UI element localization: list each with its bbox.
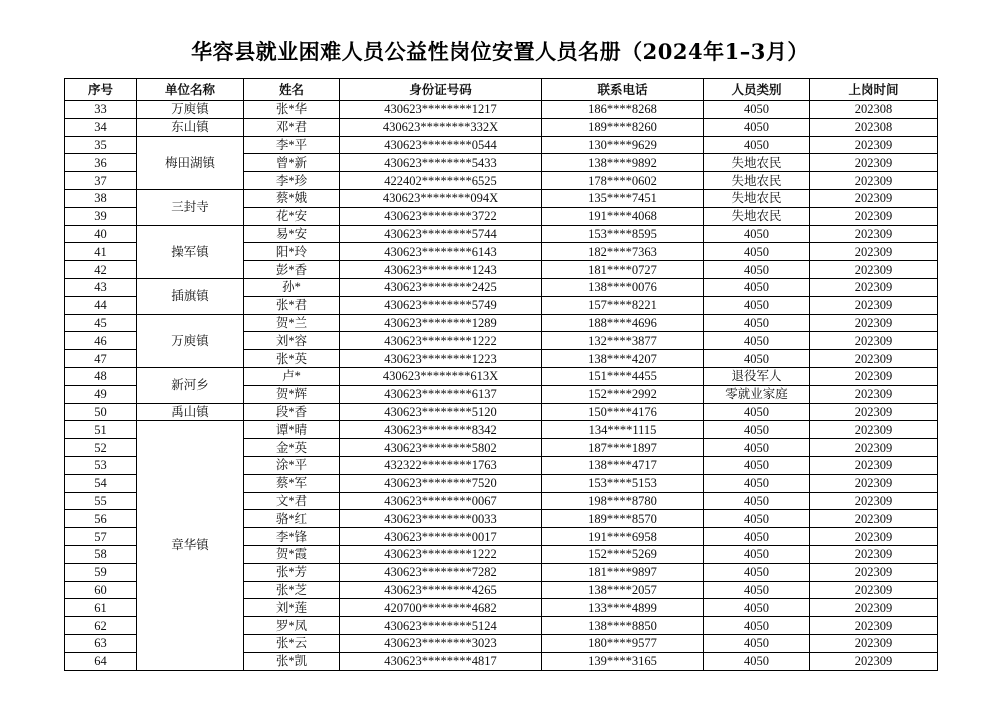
cell-name: 张*华 [244, 101, 340, 119]
cell-index: 39 [65, 207, 137, 225]
cell-category: 失地农民 [704, 154, 810, 172]
cell-unit: 禹山镇 [137, 403, 244, 421]
cell-start-date: 202309 [810, 403, 938, 421]
cell-name: 李*平 [244, 136, 340, 154]
cell-id-number: 430623********7520 [340, 474, 542, 492]
cell-name: 张*芝 [244, 581, 340, 599]
cell-category: 4050 [704, 474, 810, 492]
cell-start-date: 202309 [810, 154, 938, 172]
cell-index: 52 [65, 439, 137, 457]
cell-index: 61 [65, 599, 137, 617]
cell-index: 50 [65, 403, 137, 421]
cell-start-date: 202309 [810, 207, 938, 225]
cell-name: 邓*君 [244, 118, 340, 136]
cell-name: 谭*晴 [244, 421, 340, 439]
cell-category: 4050 [704, 652, 810, 670]
cell-phone: 138****2057 [542, 581, 704, 599]
cell-name: 张*芳 [244, 563, 340, 581]
cell-name: 易*安 [244, 225, 340, 243]
cell-index: 33 [65, 101, 137, 119]
cell-unit: 万庾镇 [137, 314, 244, 367]
cell-id-number: 430623********5802 [340, 439, 542, 457]
header-category: 人员类别 [704, 79, 810, 101]
cell-name: 卢* [244, 367, 340, 385]
cell-category: 4050 [704, 510, 810, 528]
cell-category: 零就业家庭 [704, 385, 810, 403]
cell-index: 64 [65, 652, 137, 670]
cell-phone: 189****8260 [542, 118, 704, 136]
cell-phone: 132****3877 [542, 332, 704, 350]
cell-phone: 151****4455 [542, 367, 704, 385]
cell-id-number: 430623********0017 [340, 528, 542, 546]
cell-name: 文*君 [244, 492, 340, 510]
cell-id-number: 430623********1243 [340, 261, 542, 279]
cell-category: 4050 [704, 545, 810, 563]
cell-name: 曾*新 [244, 154, 340, 172]
cell-index: 62 [65, 617, 137, 635]
cell-phone: 150****4176 [542, 403, 704, 421]
cell-start-date: 202309 [810, 492, 938, 510]
cell-name: 段*香 [244, 403, 340, 421]
cell-index: 54 [65, 474, 137, 492]
cell-index: 60 [65, 581, 137, 599]
cell-name: 张*君 [244, 296, 340, 314]
cell-unit: 三封寺 [137, 189, 244, 225]
table-row [65, 421, 938, 439]
cell-index: 44 [65, 296, 137, 314]
cell-category: 4050 [704, 421, 810, 439]
cell-name: 蔡*军 [244, 474, 340, 492]
cell-start-date: 202309 [810, 296, 938, 314]
cell-name: 彭*香 [244, 261, 340, 279]
cell-start-date: 202309 [810, 314, 938, 332]
cell-unit: 东山镇 [137, 118, 244, 136]
cell-phone: 182****7363 [542, 243, 704, 261]
cell-index: 59 [65, 563, 137, 581]
cell-id-number: 430623********5749 [340, 296, 542, 314]
cell-category: 4050 [704, 101, 810, 119]
cell-phone: 198****8780 [542, 492, 704, 510]
cell-name: 李*珍 [244, 172, 340, 190]
cell-category: 4050 [704, 118, 810, 136]
table-header-row [65, 79, 938, 101]
cell-index: 55 [65, 492, 137, 510]
cell-start-date: 202309 [810, 278, 938, 296]
header-phone: 联系电话 [542, 79, 704, 101]
document-title: 华容县就业困难人员公益性岗位安置人员名册（2024年1–3月） [191, 39, 809, 64]
cell-category: 4050 [704, 528, 810, 546]
cell-index: 35 [65, 136, 137, 154]
cell-phone: 138****9892 [542, 154, 704, 172]
cell-name: 贺*霞 [244, 545, 340, 563]
cell-category: 4050 [704, 617, 810, 635]
cell-phone: 134****1115 [542, 421, 704, 439]
cell-category: 4050 [704, 350, 810, 368]
cell-phone: 133****4899 [542, 599, 704, 617]
cell-index: 47 [65, 350, 137, 368]
table-row [65, 101, 938, 119]
cell-category: 退役军人 [704, 367, 810, 385]
cell-category: 失地农民 [704, 172, 810, 190]
cell-phone: 189****8570 [542, 510, 704, 528]
cell-name: 张*英 [244, 350, 340, 368]
table-row [65, 189, 938, 207]
header-name: 姓名 [244, 79, 340, 101]
cell-start-date: 202309 [810, 510, 938, 528]
cell-id-number: 430623********4265 [340, 581, 542, 599]
cell-index: 48 [65, 367, 137, 385]
cell-id-number: 430623********7282 [340, 563, 542, 581]
cell-phone: 130****9629 [542, 136, 704, 154]
cell-index: 36 [65, 154, 137, 172]
cell-phone: 152****2992 [542, 385, 704, 403]
cell-category: 4050 [704, 278, 810, 296]
roster-table [64, 78, 938, 671]
cell-id-number: 430623********5433 [340, 154, 542, 172]
table-body [65, 101, 938, 671]
cell-unit: 万庾镇 [137, 101, 244, 119]
cell-index: 34 [65, 118, 137, 136]
cell-id-number: 420700********4682 [340, 599, 542, 617]
cell-start-date: 202309 [810, 617, 938, 635]
cell-category: 4050 [704, 332, 810, 350]
cell-id-number: 430623********5124 [340, 617, 542, 635]
cell-start-date: 202309 [810, 385, 938, 403]
cell-id-number: 430623********1289 [340, 314, 542, 332]
table-row [65, 403, 938, 421]
cell-index: 40 [65, 225, 137, 243]
cell-id-number: 430623********1217 [340, 101, 542, 119]
cell-index: 57 [65, 528, 137, 546]
cell-id-number: 430623********3722 [340, 207, 542, 225]
cell-start-date: 202309 [810, 563, 938, 581]
cell-id-number: 430623********4817 [340, 652, 542, 670]
cell-id-number: 430623********1222 [340, 332, 542, 350]
cell-category: 4050 [704, 225, 810, 243]
cell-unit: 操军镇 [137, 225, 244, 278]
cell-start-date: 202309 [810, 225, 938, 243]
cell-start-date: 202309 [810, 189, 938, 207]
cell-name: 花*安 [244, 207, 340, 225]
cell-start-date: 202309 [810, 136, 938, 154]
cell-start-date: 202309 [810, 261, 938, 279]
cell-name: 贺*辉 [244, 385, 340, 403]
cell-index: 46 [65, 332, 137, 350]
cell-start-date: 202309 [810, 367, 938, 385]
header-id-number: 身份证号码 [340, 79, 542, 101]
cell-id-number: 430623********6143 [340, 243, 542, 261]
cell-start-date: 202309 [810, 545, 938, 563]
cell-index: 37 [65, 172, 137, 190]
cell-id-number: 422402********6525 [340, 172, 542, 190]
cell-category: 4050 [704, 492, 810, 510]
cell-name: 骆*红 [244, 510, 340, 528]
table-row [65, 225, 938, 243]
cell-category: 4050 [704, 581, 810, 599]
cell-phone: 139****3165 [542, 652, 704, 670]
cell-phone: 138****4207 [542, 350, 704, 368]
cell-id-number: 430623********1223 [340, 350, 542, 368]
cell-name: 张*云 [244, 634, 340, 652]
cell-phone: 188****4696 [542, 314, 704, 332]
cell-name: 张*凯 [244, 652, 340, 670]
cell-start-date: 202308 [810, 101, 938, 119]
cell-phone: 153****8595 [542, 225, 704, 243]
cell-phone: 180****9577 [542, 634, 704, 652]
cell-start-date: 202309 [810, 421, 938, 439]
cell-start-date: 202309 [810, 243, 938, 261]
table-row [65, 278, 938, 296]
cell-category: 失地农民 [704, 207, 810, 225]
cell-index: 51 [65, 421, 137, 439]
header-start-date: 上岗时间 [810, 79, 938, 101]
cell-name: 刘*容 [244, 332, 340, 350]
cell-id-number: 430623********3023 [340, 634, 542, 652]
cell-index: 38 [65, 189, 137, 207]
cell-name: 蔡*娥 [244, 189, 340, 207]
header-unit: 单位名称 [137, 79, 244, 101]
cell-category: 4050 [704, 456, 810, 474]
cell-index: 43 [65, 278, 137, 296]
cell-id-number: 430623********094X [340, 189, 542, 207]
cell-start-date: 202309 [810, 332, 938, 350]
table-row [65, 367, 938, 385]
cell-category: 4050 [704, 634, 810, 652]
cell-start-date: 202309 [810, 528, 938, 546]
cell-start-date: 202309 [810, 172, 938, 190]
cell-name: 李*锋 [244, 528, 340, 546]
cell-phone: 138****8850 [542, 617, 704, 635]
cell-category: 4050 [704, 136, 810, 154]
cell-category: 4050 [704, 243, 810, 261]
cell-start-date: 202308 [810, 118, 938, 136]
cell-start-date: 202309 [810, 581, 938, 599]
cell-start-date: 202309 [810, 350, 938, 368]
cell-name: 罗*凤 [244, 617, 340, 635]
cell-id-number: 430623********332X [340, 118, 542, 136]
cell-category: 失地农民 [704, 189, 810, 207]
cell-name: 孙* [244, 278, 340, 296]
cell-id-number: 430623********1222 [340, 545, 542, 563]
cell-unit: 梅田湖镇 [137, 136, 244, 189]
cell-phone: 135****7451 [542, 189, 704, 207]
cell-category: 4050 [704, 599, 810, 617]
cell-name: 阳*玲 [244, 243, 340, 261]
cell-phone: 186****8268 [542, 101, 704, 119]
cell-phone: 181****0727 [542, 261, 704, 279]
cell-unit: 章华镇 [137, 421, 244, 670]
cell-phone: 138****0076 [542, 278, 704, 296]
table-row [65, 118, 938, 136]
cell-id-number: 430623********0067 [340, 492, 542, 510]
cell-index: 49 [65, 385, 137, 403]
cell-index: 53 [65, 456, 137, 474]
cell-index: 45 [65, 314, 137, 332]
cell-index: 63 [65, 634, 137, 652]
cell-unit: 插旗镇 [137, 278, 244, 314]
cell-name: 贺*兰 [244, 314, 340, 332]
cell-phone: 157****8221 [542, 296, 704, 314]
cell-start-date: 202309 [810, 634, 938, 652]
cell-id-number: 430623********613X [340, 367, 542, 385]
cell-phone: 191****4068 [542, 207, 704, 225]
header-index: 序号 [65, 79, 137, 101]
cell-phone: 191****6958 [542, 528, 704, 546]
cell-start-date: 202309 [810, 599, 938, 617]
cell-phone: 152****5269 [542, 545, 704, 563]
cell-category: 4050 [704, 403, 810, 421]
cell-category: 4050 [704, 563, 810, 581]
cell-id-number: 430623********8342 [340, 421, 542, 439]
cell-index: 56 [65, 510, 137, 528]
cell-start-date: 202309 [810, 652, 938, 670]
cell-start-date: 202309 [810, 439, 938, 457]
cell-id-number: 430623********5120 [340, 403, 542, 421]
cell-phone: 178****0602 [542, 172, 704, 190]
cell-phone: 138****4717 [542, 456, 704, 474]
cell-index: 41 [65, 243, 137, 261]
cell-id-number: 430623********5744 [340, 225, 542, 243]
cell-start-date: 202309 [810, 474, 938, 492]
cell-phone: 153****5153 [542, 474, 704, 492]
cell-index: 42 [65, 261, 137, 279]
cell-category: 4050 [704, 314, 810, 332]
cell-phone: 181****9897 [542, 563, 704, 581]
cell-id-number: 430623********0033 [340, 510, 542, 528]
cell-id-number: 432322********1763 [340, 456, 542, 474]
cell-name: 刘*莲 [244, 599, 340, 617]
cell-category: 4050 [704, 296, 810, 314]
cell-phone: 187****1897 [542, 439, 704, 457]
cell-index: 58 [65, 545, 137, 563]
cell-start-date: 202309 [810, 456, 938, 474]
cell-category: 4050 [704, 439, 810, 457]
cell-name: 金*英 [244, 439, 340, 457]
cell-unit: 新河乡 [137, 367, 244, 403]
table-row [65, 314, 938, 332]
cell-id-number: 430623********6137 [340, 385, 542, 403]
cell-id-number: 430623********0544 [340, 136, 542, 154]
cell-id-number: 430623********2425 [340, 278, 542, 296]
table-row [65, 136, 938, 154]
cell-category: 4050 [704, 261, 810, 279]
cell-name: 涂*平 [244, 456, 340, 474]
